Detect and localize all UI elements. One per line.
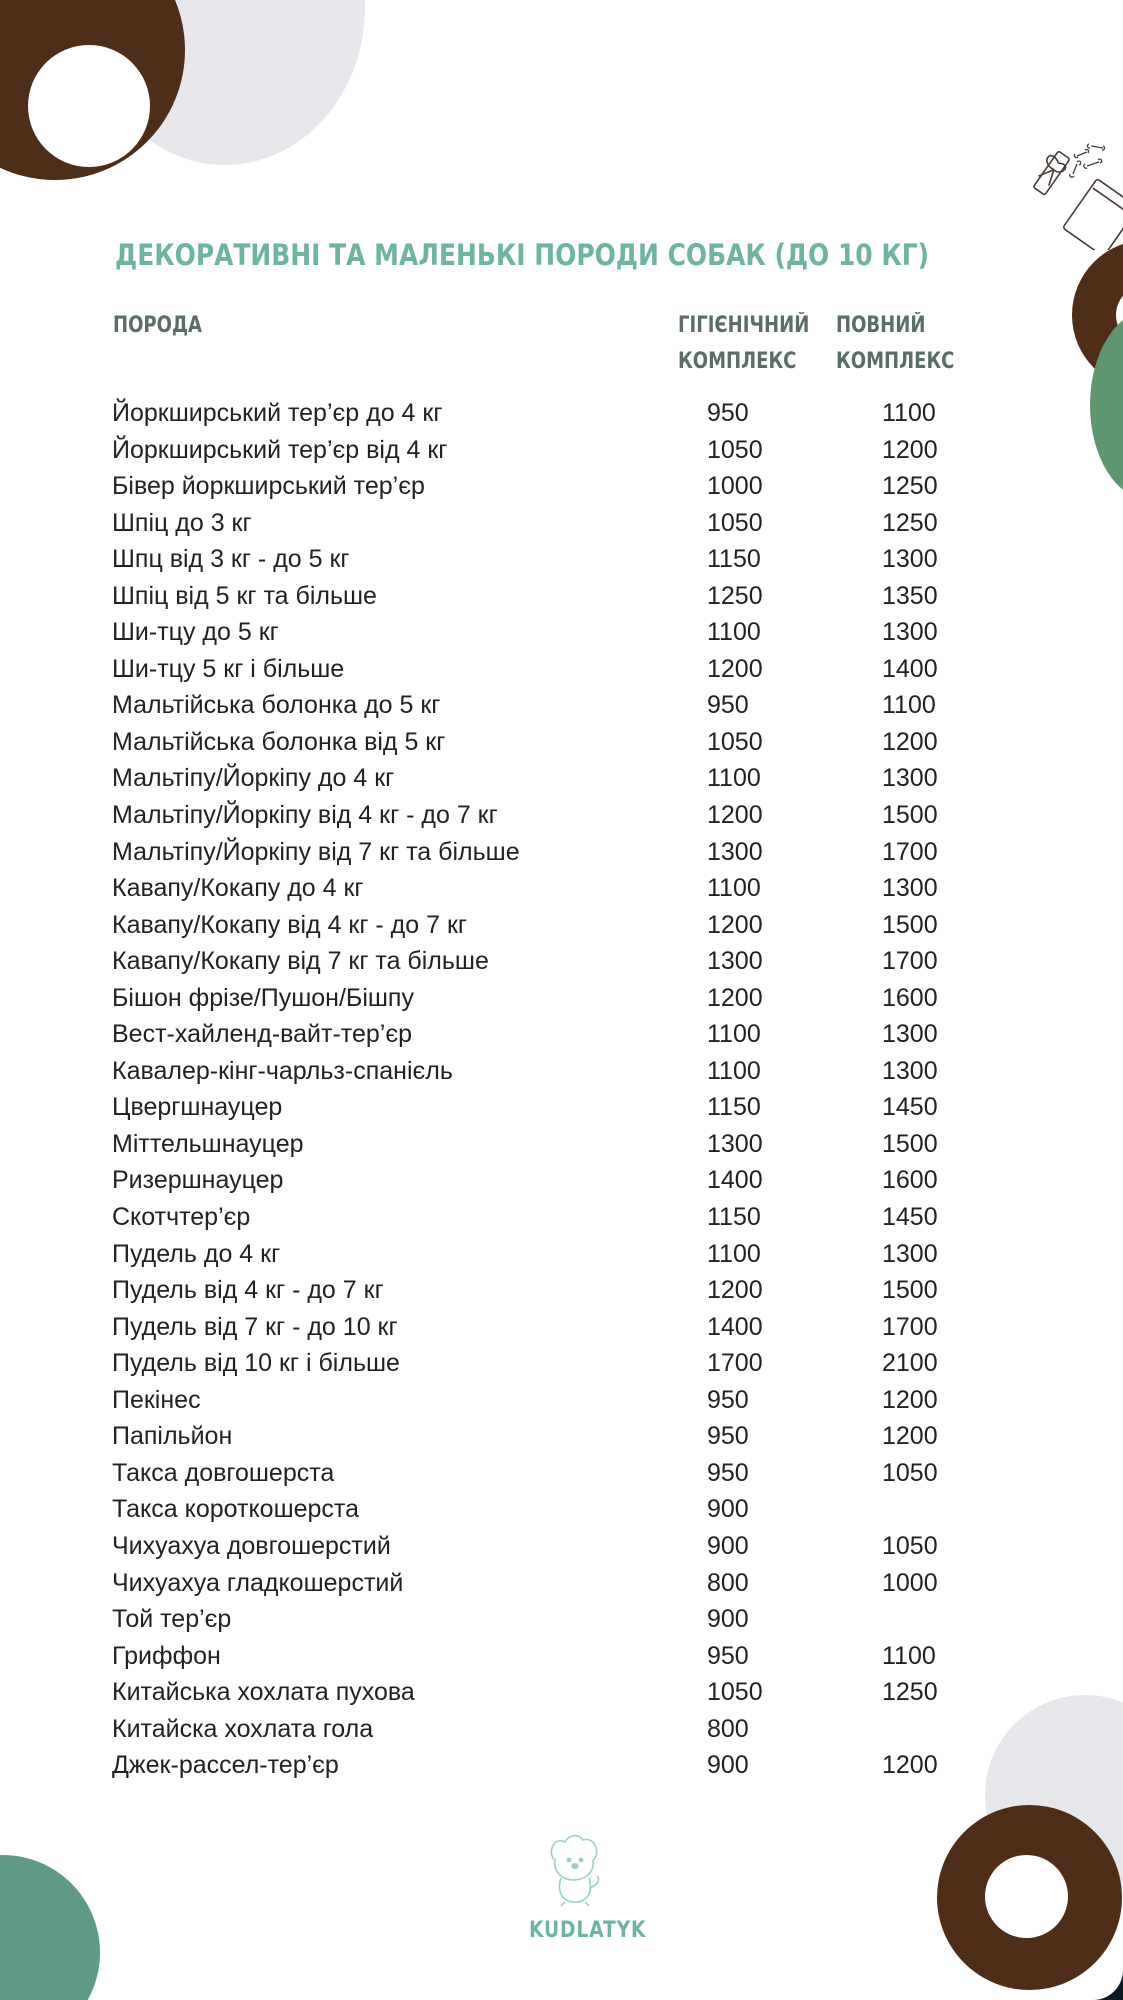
breed-name: Китайська хохлата пухова bbox=[112, 1678, 415, 1707]
hygienic-price: 1200 bbox=[707, 1276, 763, 1305]
full-price: 1300 bbox=[882, 618, 938, 647]
table-row bbox=[112, 687, 962, 724]
breed-name: Мальтіпу/Йоркіпу від 4 кг - до 7 кг bbox=[112, 801, 498, 830]
full-price: 1200 bbox=[882, 1385, 938, 1414]
table-row bbox=[112, 1382, 962, 1419]
table-row bbox=[112, 1491, 962, 1528]
full-price: 1250 bbox=[882, 472, 938, 501]
breed-name: Такса довгошерста bbox=[112, 1458, 335, 1487]
full-price: 1700 bbox=[882, 947, 938, 976]
full-price: 1200 bbox=[882, 435, 938, 464]
table-row bbox=[112, 1528, 962, 1565]
hygienic-price: 1150 bbox=[707, 1093, 761, 1122]
full-price: 1200 bbox=[882, 1751, 938, 1780]
full-price: 1450 bbox=[882, 1203, 938, 1232]
table-row bbox=[112, 1638, 962, 1675]
full-price: 2100 bbox=[882, 1349, 938, 1378]
hygienic-price: 1300 bbox=[707, 947, 763, 976]
table-row bbox=[112, 760, 962, 797]
hygienic-price: 1400 bbox=[707, 1166, 763, 1195]
breed-name: Пудель від 10 кг і більше bbox=[112, 1349, 400, 1378]
hygienic-price: 1050 bbox=[707, 727, 763, 756]
breed-name: Бішон фрізе/Пушон/Бішпу bbox=[112, 983, 414, 1012]
breed-name: Кавалер-кінг-чарльз-спанієль bbox=[112, 1056, 453, 1085]
hygienic-price: 1300 bbox=[707, 1129, 763, 1158]
full-price: 1250 bbox=[882, 508, 938, 537]
table-row bbox=[112, 505, 962, 542]
hygienic-price: 1100 bbox=[707, 764, 761, 793]
table-row bbox=[112, 1747, 962, 1784]
breed-name: Джек-рассел-тер’єр bbox=[112, 1751, 339, 1780]
hygienic-price: 900 bbox=[707, 1605, 749, 1634]
column-header-full-line2: КОМПЛЕКС bbox=[836, 349, 955, 374]
hygienic-price: 950 bbox=[707, 1458, 749, 1487]
hygienic-price: 900 bbox=[707, 1751, 749, 1780]
breed-name: Мальтійська болонка від 5 кг bbox=[112, 727, 446, 756]
table-row bbox=[112, 1418, 962, 1455]
hygienic-price: 950 bbox=[707, 399, 749, 427]
table-row bbox=[112, 1345, 962, 1382]
table-row bbox=[112, 1272, 962, 1309]
hygienic-price: 950 bbox=[707, 691, 749, 720]
breed-name: Китайска хохлата гола bbox=[112, 1714, 374, 1743]
full-price: 1050 bbox=[882, 1531, 938, 1560]
breed-name: Такса короткошерста bbox=[112, 1495, 360, 1524]
hygienic-price: 1100 bbox=[707, 618, 761, 647]
full-price: 1450 bbox=[882, 1093, 938, 1122]
full-price: 1500 bbox=[882, 801, 938, 830]
full-price: 1600 bbox=[882, 983, 938, 1012]
hygienic-price: 1000 bbox=[707, 472, 763, 501]
hygienic-price: 1100 bbox=[707, 1020, 761, 1049]
price-table bbox=[112, 395, 962, 1784]
hygienic-price: 950 bbox=[707, 1641, 749, 1670]
hygienic-price: 900 bbox=[707, 1495, 749, 1524]
full-price: 1500 bbox=[882, 1129, 938, 1158]
breed-name: Пудель від 7 кг - до 10 кг bbox=[112, 1312, 398, 1341]
hygienic-price: 1100 bbox=[707, 1056, 761, 1085]
table-row bbox=[112, 1711, 962, 1748]
full-price: 1500 bbox=[882, 910, 938, 939]
column-header-full bbox=[836, 308, 954, 380]
breed-name: Чихуахуа довгошерстий bbox=[112, 1531, 391, 1560]
table-row bbox=[112, 1455, 962, 1492]
breed-name: Мальтіпу/Йоркіпу від 7 кг та більше bbox=[112, 837, 520, 866]
column-header-full-line1: ПОВНИЙ bbox=[836, 313, 926, 338]
breed-name: Ши-тцу 5 кг і більше bbox=[112, 654, 345, 683]
column-header-breed: ПОРОДА bbox=[113, 313, 203, 338]
table-row bbox=[112, 432, 962, 469]
hygienic-price: 1200 bbox=[707, 801, 763, 830]
breed-name: Пекінес bbox=[112, 1385, 201, 1414]
breed-name: Гриффон bbox=[112, 1641, 221, 1670]
hygienic-price: 900 bbox=[707, 1531, 749, 1560]
full-price: 1050 bbox=[882, 1458, 938, 1487]
breed-name: Вест-хайленд-вайт-тер’єр bbox=[112, 1020, 412, 1049]
hygienic-price: 950 bbox=[707, 1422, 749, 1451]
breed-name: Йоркширський тер’єр до 4 кг bbox=[112, 399, 443, 427]
table-row bbox=[112, 724, 962, 761]
full-price: 1500 bbox=[882, 1276, 938, 1305]
table-row bbox=[112, 980, 962, 1017]
column-header-hygienic-line1: ГІГІЄНІЧНИЙ bbox=[678, 313, 810, 338]
full-price: 1100 bbox=[882, 1641, 936, 1670]
breed-name: Шпіц від 5 кг та більше bbox=[112, 581, 377, 610]
table-row bbox=[112, 1053, 962, 1090]
full-price: 1300 bbox=[882, 545, 938, 574]
full-price: 1700 bbox=[882, 1312, 938, 1341]
hygienic-price: 800 bbox=[707, 1714, 749, 1743]
full-price: 1100 bbox=[882, 399, 936, 427]
hygienic-price: 1200 bbox=[707, 983, 763, 1012]
full-price: 1350 bbox=[882, 581, 938, 610]
full-price: 1300 bbox=[882, 1020, 938, 1049]
brand-name: KUDLATYK bbox=[529, 1918, 647, 1943]
hygienic-price: 1200 bbox=[707, 910, 763, 939]
full-price: 1100 bbox=[882, 691, 936, 720]
column-header-hygienic bbox=[678, 308, 809, 380]
hygienic-price: 1700 bbox=[707, 1349, 763, 1378]
full-price: 1300 bbox=[882, 764, 938, 793]
hygienic-price: 1150 bbox=[707, 545, 761, 574]
table-row bbox=[112, 1236, 962, 1273]
table-row bbox=[112, 468, 962, 505]
breed-name: Ризершнауцер bbox=[112, 1166, 284, 1195]
breed-name: Шпц від 3 кг - до 5 кг bbox=[112, 545, 350, 574]
breed-name: Міттельшнауцер bbox=[112, 1129, 304, 1158]
table-row bbox=[112, 1016, 962, 1053]
hygienic-price: 1050 bbox=[707, 1678, 763, 1707]
breed-name: Пудель до 4 кг bbox=[112, 1239, 281, 1268]
hygienic-price: 1400 bbox=[707, 1312, 763, 1341]
table-row bbox=[112, 797, 962, 834]
breed-name: Той тер’єр bbox=[112, 1605, 232, 1634]
breed-name: Йоркширський тер’єр від 4 кг bbox=[112, 435, 448, 464]
hygienic-price: 1200 bbox=[707, 654, 763, 683]
page-title: ДЕКОРАТИВНІ ТА МАЛЕНЬКІ ПОРОДИ СОБАК (ДО 10 КГ) bbox=[115, 238, 930, 272]
table-row bbox=[112, 1126, 962, 1163]
table-row bbox=[112, 541, 962, 578]
hygienic-price: 1050 bbox=[707, 508, 763, 537]
full-price: 1400 bbox=[882, 654, 938, 683]
full-price: 1200 bbox=[882, 1422, 938, 1451]
table-row bbox=[112, 1162, 962, 1199]
full-price: 1000 bbox=[882, 1568, 938, 1597]
hygienic-price: 800 bbox=[707, 1568, 749, 1597]
full-price: 1200 bbox=[882, 727, 938, 756]
hygienic-price: 1100 bbox=[707, 1239, 761, 1268]
table-row bbox=[112, 1601, 962, 1638]
full-price: 1300 bbox=[882, 1056, 938, 1085]
breed-name: Кавапу/Кокапу до 4 кг bbox=[112, 874, 364, 903]
table-row bbox=[112, 578, 962, 615]
table-row bbox=[112, 1199, 962, 1236]
table-row bbox=[112, 1309, 962, 1346]
breed-name: Папільйон bbox=[112, 1422, 233, 1451]
table-row bbox=[112, 651, 962, 688]
full-price: 1600 bbox=[882, 1166, 938, 1195]
table-row bbox=[112, 614, 962, 651]
breed-name: Скотчтер’єр bbox=[112, 1203, 251, 1232]
full-price: 1300 bbox=[882, 874, 938, 903]
decor-teal-circle-bottom-left bbox=[0, 1855, 100, 2000]
full-price: 1300 bbox=[882, 1239, 938, 1268]
breed-name: Мальтійська болонка до 5 кг bbox=[112, 691, 441, 720]
table-row bbox=[112, 395, 962, 432]
breed-name: Пудель від 4 кг - до 7 кг bbox=[112, 1276, 384, 1305]
breed-name: Кавапу/Кокапу від 4 кг - до 7 кг bbox=[112, 910, 468, 939]
hygienic-price: 1250 bbox=[707, 581, 763, 610]
hygienic-price: 950 bbox=[707, 1385, 749, 1414]
decor-ring-hole bbox=[28, 45, 150, 167]
breed-name: Ши-тцу до 5 кг bbox=[112, 618, 279, 647]
full-price: 1700 bbox=[882, 837, 938, 866]
full-price: 1250 bbox=[882, 1678, 938, 1707]
brand-logo bbox=[520, 1830, 647, 1960]
gift-with-bones-icon bbox=[1025, 140, 1123, 250]
breed-name: Мальтіпу/Йоркіпу до 4 кг bbox=[112, 764, 395, 793]
hygienic-price: 1100 bbox=[707, 874, 761, 903]
breed-name: Цвергшнауцер bbox=[112, 1093, 283, 1122]
hygienic-price: 1050 bbox=[707, 435, 763, 464]
table-row bbox=[112, 1089, 962, 1126]
table-row bbox=[112, 870, 962, 907]
breed-name: Кавапу/Кокапу від 7 кг та більше bbox=[112, 947, 489, 976]
breed-name: Бівер йоркширський тер’єр bbox=[112, 472, 425, 501]
hygienic-price: 1150 bbox=[707, 1203, 761, 1232]
table-row bbox=[112, 1674, 962, 1711]
table-row bbox=[112, 907, 962, 944]
decor-ring-hole bbox=[985, 1855, 1068, 1938]
dog-icon bbox=[545, 1830, 615, 1915]
column-header-hygienic-line2: КОМПЛЕКС bbox=[678, 349, 797, 374]
breed-name: Шпіц до 3 кг bbox=[112, 508, 252, 537]
table-row bbox=[112, 1565, 962, 1602]
breed-name: Чихуахуа гладкошерстий bbox=[112, 1568, 404, 1597]
hygienic-price: 1300 bbox=[707, 837, 763, 866]
table-row bbox=[112, 834, 962, 871]
table-row bbox=[112, 943, 962, 980]
